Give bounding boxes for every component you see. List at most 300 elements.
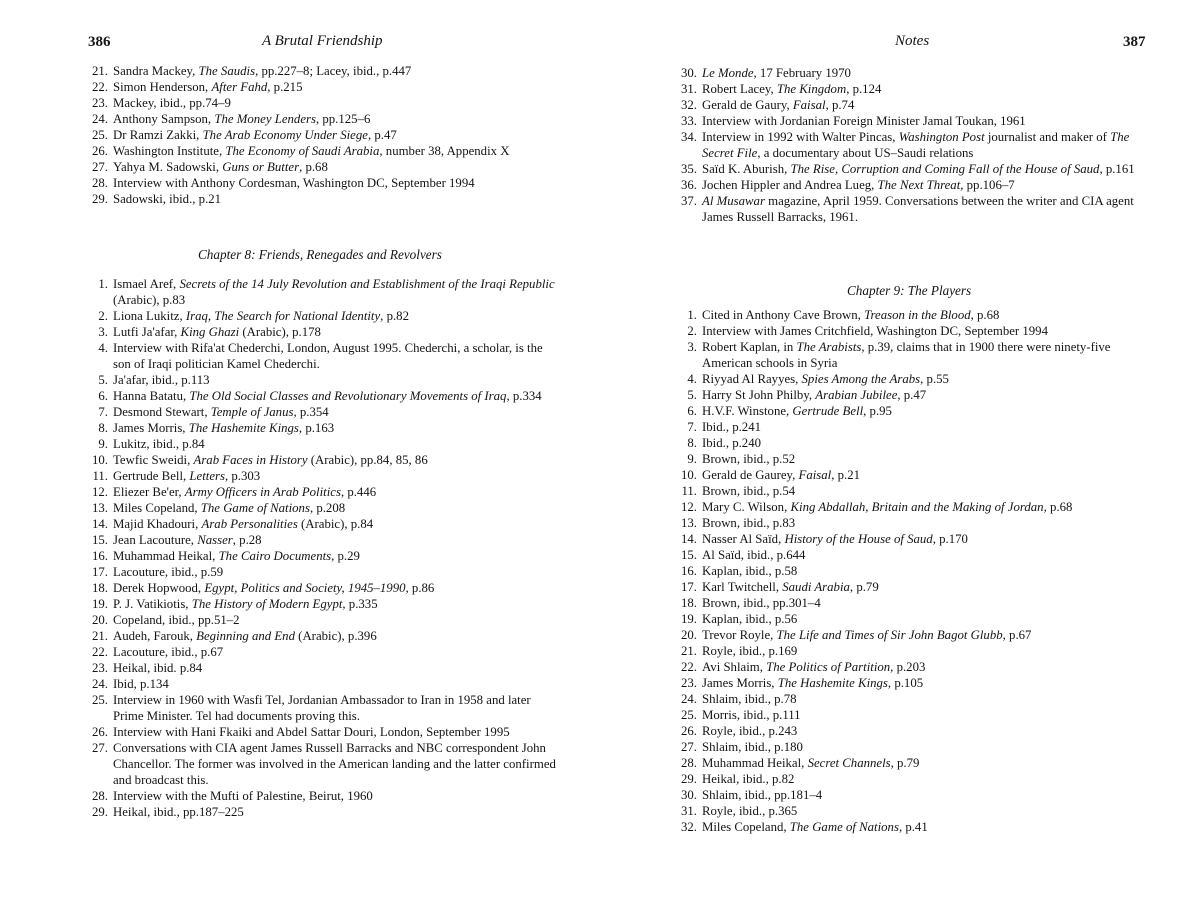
note-number: 22. (92, 645, 108, 659)
note-text (702, 724, 797, 738)
note-fragment: Interview with the Mufti of Palestine, Beirut, 1960 (113, 789, 373, 803)
note-fragment: Avi Shlaim, (702, 660, 767, 674)
work-title: Faisal (798, 468, 832, 482)
note-fragment: Majid Khadouri, (113, 517, 202, 531)
note-text (702, 628, 1031, 642)
note-number: 6. (687, 404, 697, 418)
note-item (677, 739, 1147, 755)
note-text (702, 564, 797, 578)
note-text (113, 341, 543, 371)
note-text (702, 98, 854, 112)
note-item (88, 724, 558, 740)
work-title: The Economy of Saudi Arabia (225, 144, 380, 158)
note-fragment: Interview with Hani Fkaiki and Abdel Sattar Douri, London, September 1995 (113, 725, 510, 739)
note-fragment: , p.335 (342, 597, 378, 611)
note-item (88, 628, 558, 644)
note-fragment: , p.68 (970, 308, 1000, 322)
note-number: 5. (687, 388, 697, 402)
note-fragment: , 17 February 1970 (753, 66, 851, 80)
note-fragment: Shlaim, ibid., p.78 (702, 692, 797, 706)
work-title: Arabian Jubilee (815, 388, 898, 402)
note-item (677, 803, 1147, 819)
note-fragment: , p.79 (890, 756, 920, 770)
note-fragment: Muhammad Heikal, (702, 756, 808, 770)
note-text (113, 176, 475, 190)
note-text (702, 162, 1135, 176)
note-fragment: Interview with Jordanian Foreign Minister Jamal Toukan, 1961 (702, 114, 1026, 128)
note-item (88, 63, 558, 79)
note-item (677, 467, 1147, 483)
note-item (88, 175, 558, 191)
note-text (702, 178, 1015, 192)
note-fragment: Hanna Batatu, (113, 389, 190, 403)
note-item (88, 740, 558, 788)
note-number: 20. (92, 613, 108, 627)
note-fragment: (Arabic), p.178 (239, 325, 321, 339)
note-text (113, 389, 542, 403)
work-title: Nasser (197, 533, 233, 547)
note-number: 22. (92, 80, 108, 94)
note-number: 18. (92, 581, 108, 595)
note-fragment: Miles Copeland, (113, 501, 201, 515)
note-item (677, 307, 1147, 323)
note-item (88, 340, 558, 372)
note-text (113, 613, 240, 627)
note-fragment: Al Saïd, ibid., p.644 (702, 548, 806, 562)
note-fragment: Interview with Rifa'at Chederchi, London, August 1995. Chederchi, a scholar, is the son of Iraqi politician Kamel Chederchi. (113, 341, 543, 371)
note-item (677, 435, 1147, 451)
note-item (677, 193, 1147, 225)
note-item (88, 127, 558, 143)
note-item (677, 483, 1147, 499)
work-title: Arab Faces in History (193, 453, 308, 467)
note-text (113, 661, 202, 675)
work-title: Arab Personalities (201, 517, 298, 531)
note-number: 37. (681, 194, 697, 208)
note-text (113, 144, 509, 158)
work-title: The Next Threat (877, 178, 961, 192)
note-number: 29. (92, 192, 108, 206)
note-fragment: Liona Lukitz, (113, 309, 186, 323)
note-fragment: Royle, ibid., p.365 (702, 804, 798, 818)
note-fragment: Interview with James Critchfield, Washington DC, September 1994 (702, 324, 1048, 338)
note-text (113, 192, 221, 206)
notes-list (677, 307, 1147, 835)
work-title: The Money Lenders (214, 112, 316, 126)
note-fragment: , p.21 (831, 468, 861, 482)
note-fragment: Brown, ibid., pp.301–4 (702, 596, 821, 610)
note-text (113, 373, 210, 387)
note-text (113, 485, 376, 499)
note-number: 24. (92, 112, 108, 126)
note-number: 10. (681, 468, 697, 482)
note-item (677, 515, 1147, 531)
note-fragment: , p.215 (267, 80, 303, 94)
note-fragment: Ja'afar, ibid., p.113 (113, 373, 210, 387)
note-item (88, 276, 558, 308)
note-number: 30. (681, 66, 697, 80)
page-number: 386 (88, 34, 111, 50)
note-fragment: Heikal, ibid. p.84 (113, 661, 203, 675)
note-item (677, 499, 1147, 515)
note-item (677, 403, 1147, 419)
note-fragment: Gerald de Gaury, (702, 98, 793, 112)
note-number: 32. (681, 98, 697, 112)
note-number: 30. (681, 788, 697, 802)
note-fragment: Brown, ibid., p.83 (702, 516, 796, 530)
note-item (677, 627, 1147, 643)
note-text (113, 741, 556, 787)
work-title: The Hashemite Kings (188, 421, 299, 435)
work-title: After Fahd (211, 80, 268, 94)
note-text (702, 324, 1048, 338)
note-item (677, 563, 1147, 579)
note-item (88, 308, 558, 324)
note-fragment: , p.55 (920, 372, 949, 386)
note-number: 31. (681, 804, 697, 818)
note-fragment: Desmond Stewart, (113, 405, 211, 419)
work-title: Letters (189, 469, 225, 483)
note-fragment: , p.95 (863, 404, 892, 418)
note-fragment: magazine, April 1959. Conversations between the writer and CIA agent James Russell Barracks, 1961. (702, 194, 1134, 224)
note-fragment: , p.203 (890, 660, 926, 674)
work-title: Iraq, The Search for National Identity (185, 309, 381, 323)
note-item (677, 611, 1147, 627)
note-item (88, 143, 558, 159)
note-text (702, 114, 1026, 128)
note-text (702, 420, 761, 434)
note-fragment: Interview in 1992 with Walter Pincas, (702, 130, 899, 144)
note-text (113, 517, 373, 531)
notes-list (88, 63, 558, 207)
note-item (88, 79, 558, 95)
note-text (702, 612, 797, 626)
note-number: 16. (92, 549, 108, 563)
note-number: 29. (92, 805, 108, 819)
note-number: 23. (681, 676, 697, 690)
note-fragment: , p.29 (331, 549, 360, 563)
note-text (113, 549, 360, 563)
note-number: 11. (92, 469, 108, 483)
note-fragment: Ismael Aref, (113, 277, 180, 291)
note-item (677, 771, 1147, 787)
note-item (88, 452, 558, 468)
note-item (677, 387, 1147, 403)
note-number: 2. (687, 324, 697, 338)
note-fragment: Karl Twitchell, (702, 580, 783, 594)
note-fragment: Audeh, Farouk, (113, 629, 197, 643)
note-number: 10. (92, 453, 108, 467)
note-number: 31. (681, 82, 697, 96)
note-fragment: , p.82 (380, 309, 409, 323)
note-item (88, 388, 558, 404)
note-text (113, 128, 397, 142)
right-page (600, 0, 1195, 898)
note-fragment: Sandra Mackey, (113, 64, 199, 78)
work-title: The Saudis (198, 64, 256, 78)
note-number: 9. (687, 452, 697, 466)
note-fragment: Dr Ramzi Zakki, (113, 128, 203, 142)
work-title: The Game of Nations (789, 820, 899, 834)
note-fragment: Shlaim, ibid., pp.181–4 (702, 788, 823, 802)
note-fragment: Lukitz, ibid., p.84 (113, 437, 205, 451)
work-title: Treason in the Blood (864, 308, 971, 322)
note-fragment: , p.303 (224, 469, 261, 483)
note-number: 21. (681, 644, 697, 658)
note-text (113, 277, 555, 307)
note-fragment: , p.334 (506, 389, 542, 403)
note-text (113, 80, 302, 94)
note-item (677, 707, 1147, 723)
note-number: 25. (681, 708, 697, 722)
note-number: 16. (681, 564, 697, 578)
note-number: 35. (681, 162, 697, 176)
work-title: Guns or Butter (222, 160, 300, 174)
note-text (113, 160, 328, 174)
note-text (113, 96, 231, 110)
note-fragment: Mackey, ibid., pp.74–9 (113, 96, 231, 110)
note-item (677, 691, 1147, 707)
note-text (702, 788, 822, 802)
note-fragment: journalist and maker of (984, 130, 1111, 144)
note-item (677, 113, 1147, 129)
note-fragment: (Arabic), p.83 (113, 293, 186, 307)
work-title: The Rise, Corruption and Coming Fall of the House of Saud (790, 162, 1100, 176)
note-item (677, 161, 1147, 177)
note-item (88, 468, 558, 484)
note-text (702, 804, 797, 818)
note-number: 23. (92, 96, 108, 110)
note-fragment: Royle, ibid., p.169 (702, 644, 798, 658)
note-fragment: , pp.227–8; Lacey, ibid., p.447 (255, 64, 412, 78)
note-fragment: Muhammad Heikal, (113, 549, 219, 563)
note-item (677, 531, 1147, 547)
running-head-section-title: Notes (895, 33, 930, 49)
note-fragment: Morris, ibid., p.111 (702, 708, 801, 722)
work-title: Saudi Arabia (782, 580, 850, 594)
note-number: 12. (681, 500, 697, 514)
work-title: The Arabists (796, 340, 862, 354)
note-fragment: Ibid., p.240 (702, 436, 762, 450)
work-title: Beginning and End (196, 629, 295, 643)
note-text (113, 112, 370, 126)
work-title: Secret Channels (807, 756, 891, 770)
note-item (88, 420, 558, 436)
note-fragment: (Arabic), pp.84, 85, 86 (307, 453, 428, 467)
note-item (677, 547, 1147, 563)
note-item (88, 111, 558, 127)
note-text (113, 677, 169, 691)
page-number: 387 (1123, 34, 1146, 50)
note-text (113, 629, 377, 643)
note-text (702, 580, 879, 594)
note-fragment: Brown, ibid., p.52 (702, 452, 796, 466)
left-page (0, 0, 590, 898)
note-number: 3. (98, 325, 108, 339)
note-number: 29. (681, 772, 697, 786)
note-item (677, 819, 1147, 835)
note-fragment: , p.79 (849, 580, 879, 594)
note-number: 28. (92, 789, 108, 803)
note-fragment: , p.105 (887, 676, 924, 690)
note-item (88, 580, 558, 596)
note-fragment: Shlaim, ibid., p.180 (702, 740, 803, 754)
note-item (677, 579, 1147, 595)
note-number: 21. (92, 629, 108, 643)
note-text (702, 308, 999, 322)
note-text (113, 693, 531, 723)
note-text (702, 676, 923, 690)
work-title: Faisal (792, 98, 826, 112)
chapter-heading: Chapter 8: Friends, Renegades and Revolvers (198, 247, 442, 262)
note-item (88, 564, 558, 580)
note-number: 8. (98, 421, 108, 435)
note-number: 14. (92, 517, 108, 531)
note-fragment: Nasser Al Saïd, (702, 532, 785, 546)
note-fragment: Ibid, p.134 (113, 677, 169, 691)
note-fragment: P. J. Vatikiotis, (113, 597, 192, 611)
note-fragment: , pp.125–6 (315, 112, 371, 126)
note-fragment: , p.161 (1099, 162, 1135, 176)
work-title: The Cairo Documents (218, 549, 332, 563)
work-title: Gertrude Bell (792, 404, 864, 418)
note-item (677, 659, 1147, 675)
note-fragment: Mary C. Wilson, (702, 500, 791, 514)
note-fragment: Robert Lacey, (702, 82, 777, 96)
note-text (702, 404, 892, 418)
note-item (88, 532, 558, 548)
note-number: 27. (92, 741, 108, 755)
note-fragment: Lacouture, ibid., p.59 (113, 565, 224, 579)
note-fragment: Royle, ibid., p.243 (702, 724, 798, 738)
note-number: 26. (681, 724, 697, 738)
note-number: 3. (687, 340, 697, 354)
note-number: 14. (681, 532, 697, 546)
note-item (677, 81, 1147, 97)
note-fragment: Tewfic Sweidi, (113, 453, 194, 467)
note-text (702, 516, 795, 530)
note-item (88, 788, 558, 804)
note-text (702, 660, 925, 674)
note-fragment: Simon Henderson, (113, 80, 212, 94)
note-item (677, 755, 1147, 771)
note-fragment: Sadowski, ibid., p.21 (113, 192, 222, 206)
note-item (88, 159, 558, 175)
work-title: The Hashemite Kings (777, 676, 888, 690)
work-title: The Kingdom (776, 82, 847, 96)
note-fragment: James Morris, (113, 421, 189, 435)
note-number: 26. (92, 144, 108, 158)
note-text (702, 740, 803, 754)
note-text (113, 405, 329, 419)
work-title: King Abdallah, Britain and the Making of Jordan (790, 500, 1044, 514)
note-item (677, 451, 1147, 467)
note-item (677, 643, 1147, 659)
note-item (677, 595, 1147, 611)
running-head-book-title: A Brutal Friendship (262, 33, 383, 49)
note-text (113, 64, 411, 78)
note-fragment: James Morris, (702, 676, 778, 690)
note-text (702, 452, 795, 466)
note-number: 12. (92, 485, 108, 499)
note-number: 7. (98, 405, 108, 419)
note-item (88, 548, 558, 564)
note-number: 22. (681, 660, 697, 674)
note-item (88, 484, 558, 500)
note-number: 33. (681, 114, 697, 128)
note-fragment: , p.68 (1043, 500, 1073, 514)
note-fragment: , p.39, claims that in 1900 there were ninety-five American schools in Syria (702, 340, 1111, 370)
note-fragment: , p.86 (405, 581, 435, 595)
note-text (113, 725, 510, 739)
note-number: 24. (681, 692, 697, 706)
note-item (88, 804, 558, 820)
note-text (702, 596, 821, 610)
note-item (88, 95, 558, 111)
note-fragment: H.V.F. Winstone, (702, 404, 793, 418)
work-title: The Politics of Partition (766, 660, 891, 674)
note-number: 8. (687, 436, 697, 450)
note-fragment: , p.124 (846, 82, 882, 96)
note-text (702, 500, 1072, 514)
note-item (88, 692, 558, 724)
note-number: 26. (92, 725, 108, 739)
note-fragment: Robert Kaplan, in (702, 340, 797, 354)
note-item (88, 676, 558, 692)
note-number: 28. (681, 756, 697, 770)
note-item (677, 371, 1147, 387)
note-text (113, 309, 409, 323)
notes-list (88, 276, 558, 820)
note-fragment: (Arabic), p.84 (297, 517, 374, 531)
note-item (677, 177, 1147, 193)
work-title: The Life and Times of Sir John Bagot Glubb (776, 628, 1003, 642)
note-fragment: Washington Institute, (113, 144, 226, 158)
note-text (113, 421, 334, 435)
note-item (88, 644, 558, 660)
note-item (677, 97, 1147, 113)
note-number: 23. (92, 661, 108, 675)
work-title: The Arab Economy Under Siege (202, 128, 368, 142)
note-number: 7. (687, 420, 697, 434)
note-text (113, 581, 434, 595)
note-item (677, 419, 1147, 435)
note-fragment: Kaplan, ibid., p.56 (702, 612, 798, 626)
note-number: 19. (92, 597, 108, 611)
note-fragment: Miles Copeland, (702, 820, 790, 834)
note-item (88, 191, 558, 207)
note-number: 11. (681, 484, 697, 498)
note-number: 15. (92, 533, 108, 547)
note-text (702, 692, 797, 706)
note-item (677, 129, 1147, 161)
note-fragment: , p.47 (897, 388, 927, 402)
work-title: Spies Among the Arabs (801, 372, 921, 386)
note-item (677, 787, 1147, 803)
note-number: 1. (687, 308, 697, 322)
note-text (702, 388, 926, 402)
note-item (88, 372, 558, 388)
work-title: Army Officers in Arab Politics (184, 485, 341, 499)
note-number: 25. (92, 693, 108, 707)
note-text (113, 533, 262, 547)
note-number: 27. (681, 740, 697, 754)
note-number: 19. (681, 612, 697, 626)
note-text (113, 453, 428, 467)
note-fragment: Derek Hopwood, (113, 581, 205, 595)
note-item (677, 723, 1147, 739)
note-fragment: Gerald de Gaurey, (702, 468, 799, 482)
